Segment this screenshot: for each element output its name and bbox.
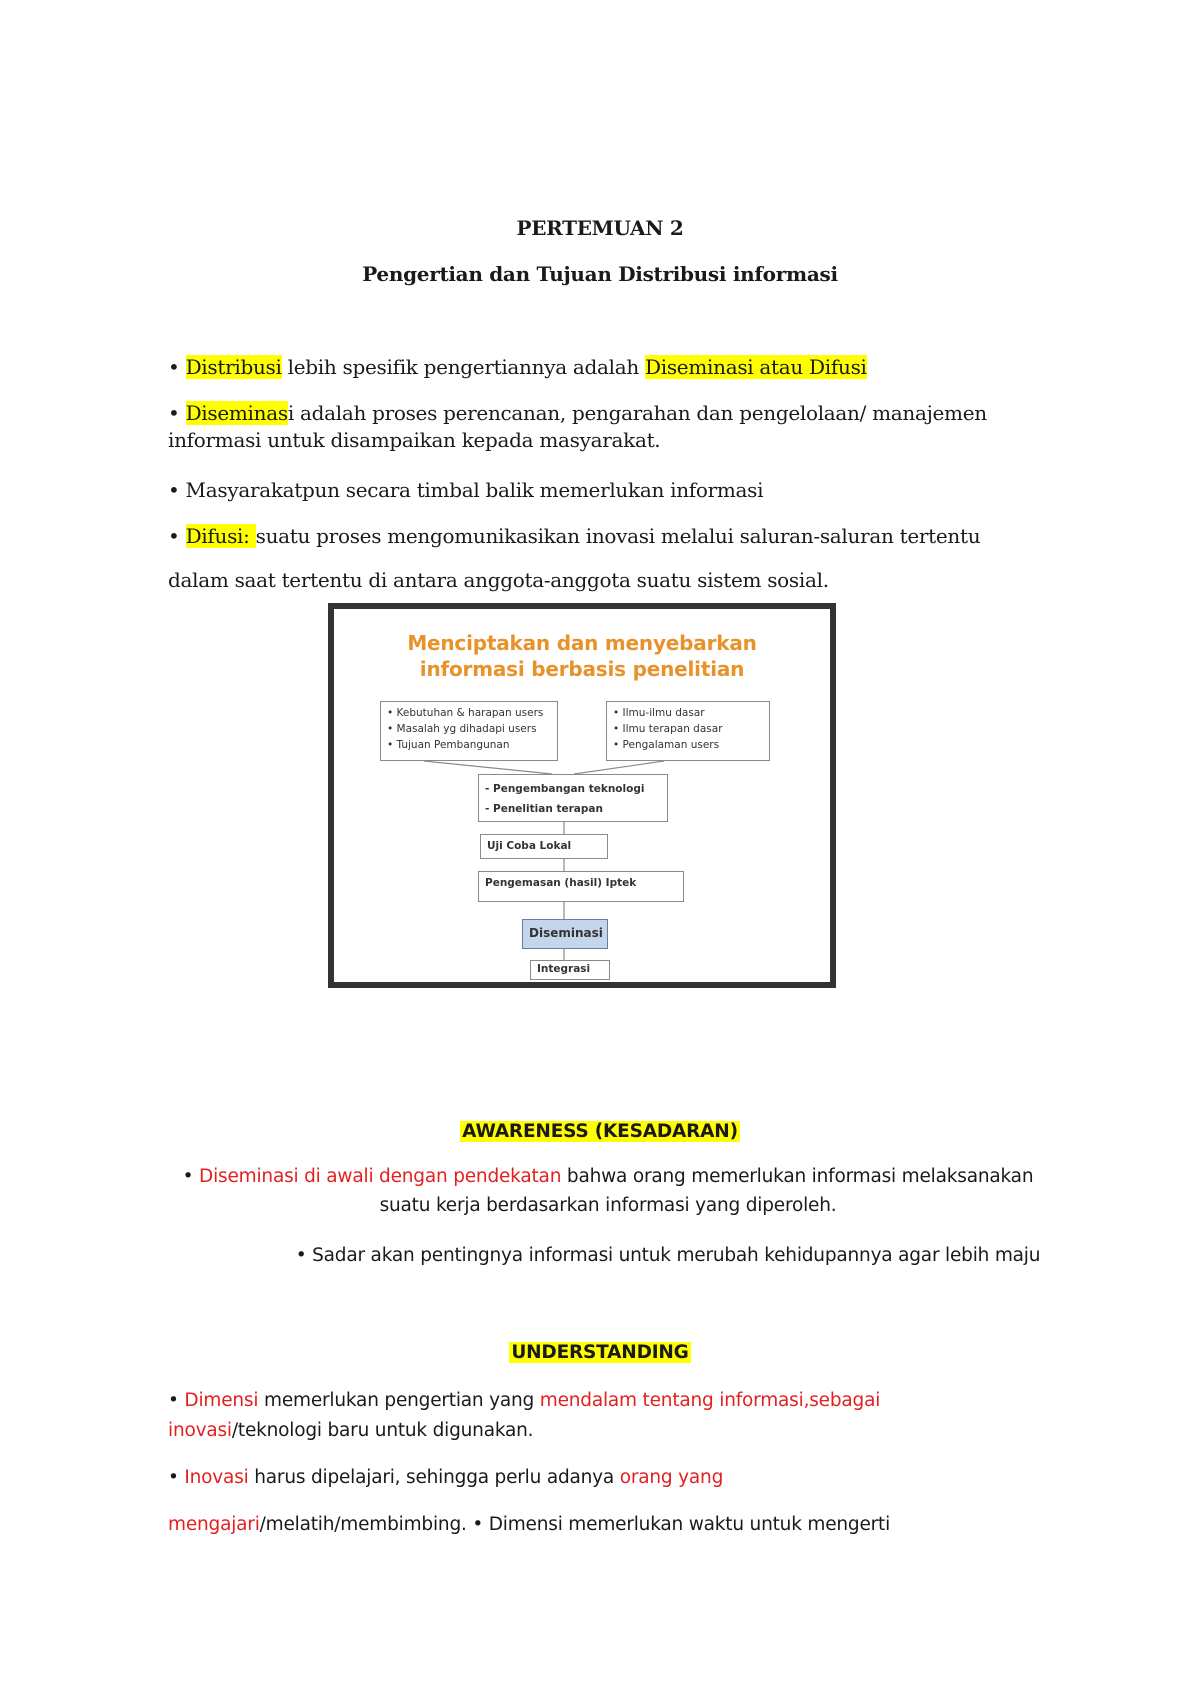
bullet-mark: • [168, 1390, 185, 1411]
para-text: /teknologi baru untuk digunakan. [231, 1420, 534, 1441]
bullet-text: lebih spesifik pengertiannya adalah [281, 355, 646, 379]
figure-integrasi-box: Integrasi [530, 960, 610, 980]
understanding-para1 [168, 1390, 880, 1411]
bullet-mark: • [168, 401, 186, 425]
awareness-para1 [168, 1166, 1048, 1187]
figure-uji-box: Uji Coba Lokal [480, 834, 608, 859]
figure-diseminasi-box: Diseminasi [522, 919, 608, 949]
red-text: inovasi [168, 1420, 232, 1441]
bullet-mark: • [168, 355, 186, 379]
red-text: Diseminasi di awali dengan pendekatan [199, 1166, 562, 1187]
bullet-mark: • [168, 1467, 185, 1488]
arrow-left-to-middle [424, 761, 552, 774]
red-text: orang yang [619, 1467, 724, 1488]
red-text: Inovasi [184, 1467, 249, 1488]
understanding-heading: UNDERSTANDING [511, 1342, 689, 1363]
red-text: Dimensi [184, 1390, 259, 1411]
diagram-figure [328, 603, 836, 988]
highlight-term: Difusi: [185, 524, 256, 548]
left-box-item: • Tujuan Pembangunan [387, 739, 510, 751]
red-text: mendalam tentang informasi,sebagai [539, 1390, 881, 1411]
middle-box-item: - Penelitian terapan [485, 803, 603, 815]
para-text: memerlukan pengertian yang [258, 1390, 540, 1411]
understanding-para2 [168, 1467, 723, 1488]
awareness-heading: AWARENESS (KESADARAN) [462, 1121, 738, 1142]
understanding-para3 [168, 1514, 890, 1535]
figure-pengemasan-box: Pengemasan (hasil) Iptek [478, 871, 684, 902]
right-box-item: • Pengalaman users [613, 739, 720, 751]
left-box-item: • Masalah yg dihadapi users [387, 723, 537, 735]
bullet-diseminasi [168, 401, 987, 425]
bullet-distribusi [168, 355, 867, 379]
middle-box-item: - Pengembangan teknologi [485, 783, 645, 795]
bullet-text: i adalah proses perencanan, pengarahan dan pengelolaan/ manajemen [287, 401, 987, 425]
para-text: bahwa orang memerlukan informasi melaksanakan [561, 1166, 1034, 1187]
bullet-masyarakat: • Masyarakatpun secara timbal balik memerlukan informasi [168, 478, 764, 502]
understanding-heading-wrap [0, 1342, 1200, 1363]
bullet-difusi-line2: dalam saat tertentu di antara anggota-anggota suatu sistem sosial. [168, 568, 829, 592]
awareness-para2: • Sadar akan pentingnya informasi untuk merubah kehidupannya agar lebih maju [295, 1245, 1041, 1266]
red-text: mengajari [168, 1514, 260, 1535]
left-box-item: • Kebutuhan & harapan users [387, 707, 544, 719]
right-box-item: • Ilmu-ilmu dasar [613, 707, 705, 719]
highlight-term: Diseminas [185, 401, 288, 425]
figure-title-line2: informasi berbasis penelitian [419, 657, 745, 681]
bullet-mark: • [182, 1166, 200, 1187]
figure-title-line1: Menciptakan dan menyebarkan [407, 631, 757, 655]
para-text: /melatih/membimbing. • Dimensi memerlukan waktu untuk mengerti [259, 1514, 891, 1535]
para-text: harus dipelajari, sehingga perlu adanya [248, 1467, 620, 1488]
bullet-text: suatu proses mengomunikasikan inovasi melalui saluran-saluran tertentu [255, 524, 981, 548]
bullet-diseminasi-line2: informasi untuk disampaikan kepada masyarakat. [168, 428, 661, 452]
figure-middle-box [478, 774, 668, 822]
page-title: PERTEMUAN 2 [516, 216, 684, 240]
highlight-term: Distribusi [185, 355, 282, 379]
awareness-para1-line2: suatu kerja berdasarkan informasi yang diperoleh. [379, 1195, 837, 1216]
bullet-difusi [168, 524, 980, 548]
bullet-mark: • [168, 524, 186, 548]
arrow-right-to-middle [574, 761, 664, 774]
highlight-term: Diseminasi atau Difusi [645, 355, 867, 379]
figure-right-box [606, 701, 770, 761]
page-subtitle: Pengertian dan Tujuan Distribusi informasi [362, 262, 838, 286]
figure-left-box [380, 701, 558, 761]
right-box-item: • Ilmu terapan dasar [613, 723, 723, 735]
understanding-para1-line2 [168, 1420, 533, 1441]
awareness-heading-wrap [0, 1121, 1200, 1142]
